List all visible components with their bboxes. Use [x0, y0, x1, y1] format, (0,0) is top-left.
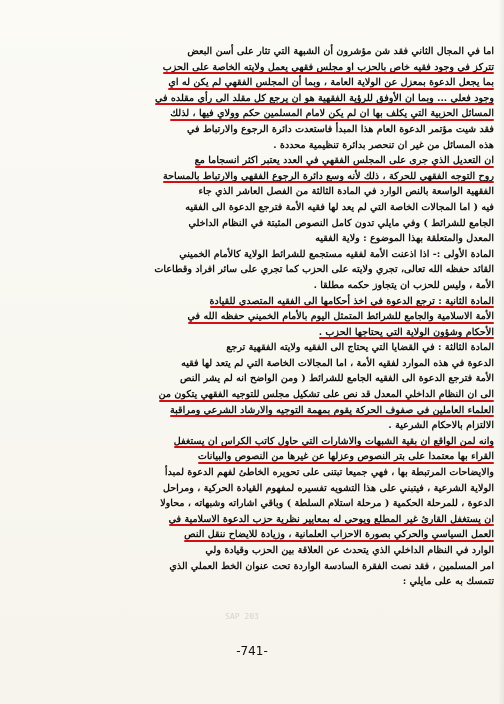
text-line: الالتزام بالاحكام الشرعية .: [388, 420, 494, 432]
page-number: -741-: [236, 644, 268, 658]
text-line: الأمة الاسلامية والجامع للشرائط المتمثل اليوم بالأمام الخميني حفظه الله في: [10, 309, 494, 325]
text-line: المسائل الحزبية التي يكلف بها ان لم يكن لامام المسلمين حكم وولاي فيها ، لذلك: [10, 106, 494, 122]
text-line: العمل السياسي والحركي بصورة الاحزاب العلمانية ، وزيادة للايضاح ننقل النص: [10, 527, 494, 543]
text-line: القراء بها معتمدا على بتر النصوص وعزلها عن غيرها من النصوص والبيانات: [10, 449, 494, 465]
text-line: ان يستغفل القارئ غير المطلع ويوحي له بمعايير نظرية حزب الدعوة الاسلامية في: [10, 512, 494, 528]
text-line: والايضاحات المرتبطة بها ، فهي جميعا تبتنى على تحويره الخاطئ لفهم الدعوة لمبدأ: [164, 467, 494, 479]
text-line: بما يجعل الدعوة بمعزل عن الولاية العامة ، وبما أن المجلس الفقهي لم يكن له اي: [10, 75, 494, 91]
text-line: فقد شيت مؤتمر الدعوة العام هذا المبدأ فاستعدت دائرة الرجوع والارتباط في: [187, 123, 494, 135]
text-line: روح التوجه الفقهي للحركة ، ذلك لأنه وسع دائرة الرجوع الفقهي والارتباط بالمساحة: [10, 169, 494, 185]
text-line: الفقهية الواسعة بالنص الوارد في المادة الثالثة من الفصل العاشر الذي جاء: [198, 186, 494, 198]
text-line: تتمسك به على مايلي :: [402, 576, 494, 588]
faint-stamp: SAP 203: [225, 612, 259, 621]
text-line: اما في المجال الثاني فقد شن مؤشرون أن الشبهة التي تثار على أسن البعض: [187, 46, 494, 57]
text-line: وانه لمن الواقع ان بقية الشبهات والاشارات التي حاول كاتب الكراس ان يستغفل: [10, 434, 494, 450]
text-line: الأمة ، وليس للحزب ان يتجاوز حكمه مطلقا .: [313, 279, 494, 291]
text-line: المادة الثانية : ترجع الدعوة في اخذ أحكامها الى الفقيه المتصدي للقيادة: [10, 294, 494, 310]
body-text: [10, 44, 494, 590]
text-line: فيه ( اما المجالات الخاصة التي لم يعد لها فقيه الأمة فترجع الدعوة الى الفقيه: [185, 201, 494, 213]
text-line: الولاية الشرعية ، فيتبني على هذا التشويه تفسيره لمفهوم القيادة الحركية ، ومراحل: [162, 482, 494, 494]
text-line: القائد حفظه الله تعالى، تجري ولايته على الحزب كما تجري على سائر افراد وقطاعات: [154, 264, 494, 276]
text-line: المادة الثالثة : في القضايا التي يحتاج الى الفقيه ولايته الفقهية ترجع: [226, 342, 494, 354]
text-line: امر المسلمين ، فقد نصت الفقرة السادسة الواردة تحت عنوان الخط العملي الذي: [169, 560, 494, 572]
text-line: الجامع للشرائط ) وفي مايلي تدون كامل النصوص المثبتة في النظام الداخلي: [188, 217, 494, 229]
text-line: الوارد في النظام الداخلي الذي يتحدث عن العلاقة بين الحزب وقيادة ولي: [205, 545, 494, 556]
text-line: الدعوة ، للمرحلة الحكمية ( مرحلة استلام السلطة ) وباقي اشاراته وشبهاته ، محاولا: [160, 498, 494, 510]
text-line: تتركز في وجود فقيه خاص بالحزب او مجلس فقهي يعمل ولايته الخاصة على الحزب: [10, 60, 494, 76]
text-line: الدعوة في هذه الموارد لفقيه الأمة ، اما المجالات الخاصة التي لم يتعد لها فقيه: [181, 357, 494, 369]
text-line: ان التعديل الذي جرى على المجلس الفقهي في العدد يعتبر اكثر انسجاما مع: [10, 153, 494, 169]
text-line: وجود فعلي ... وبما ان الأوفق للرؤية الفقهية هو ان يرجع كل مقلد الى رأي مقلده في: [10, 91, 494, 107]
text-line: هذه المسائل من غير ان تنحصر بدائرة تنظيمية محددة .: [273, 139, 494, 151]
text-line: العلماء العاملين في صفوف الحركة يقوم بمهمة التوجيه والارشاد الشرعي ومراقبة: [10, 403, 494, 419]
page-edge-shadow: [498, 0, 504, 704]
text-line: المعدل والمتعلقة بهذا الموضوع : ولاية الفقيه: [315, 233, 494, 245]
text-line: الأمة فترجع الدعوة الى الفقيه الجامع للشرائط ( ومن الواضح انه لم يشر النص: [180, 373, 494, 385]
text-line: المادة الأولى :- اذا اذعنت الأمة لفقيه مستجمع للشرائط الولاية كالأمام الخميني: [179, 248, 494, 260]
text-line: الأحكام وشؤون الولاية التي يحتاجها الحزب .: [10, 325, 494, 341]
text-line: الى ان النظام الداخلي المعدل قد نص على تشكيل مجلس للتوجيه الفقهي يتكون من: [10, 387, 494, 403]
